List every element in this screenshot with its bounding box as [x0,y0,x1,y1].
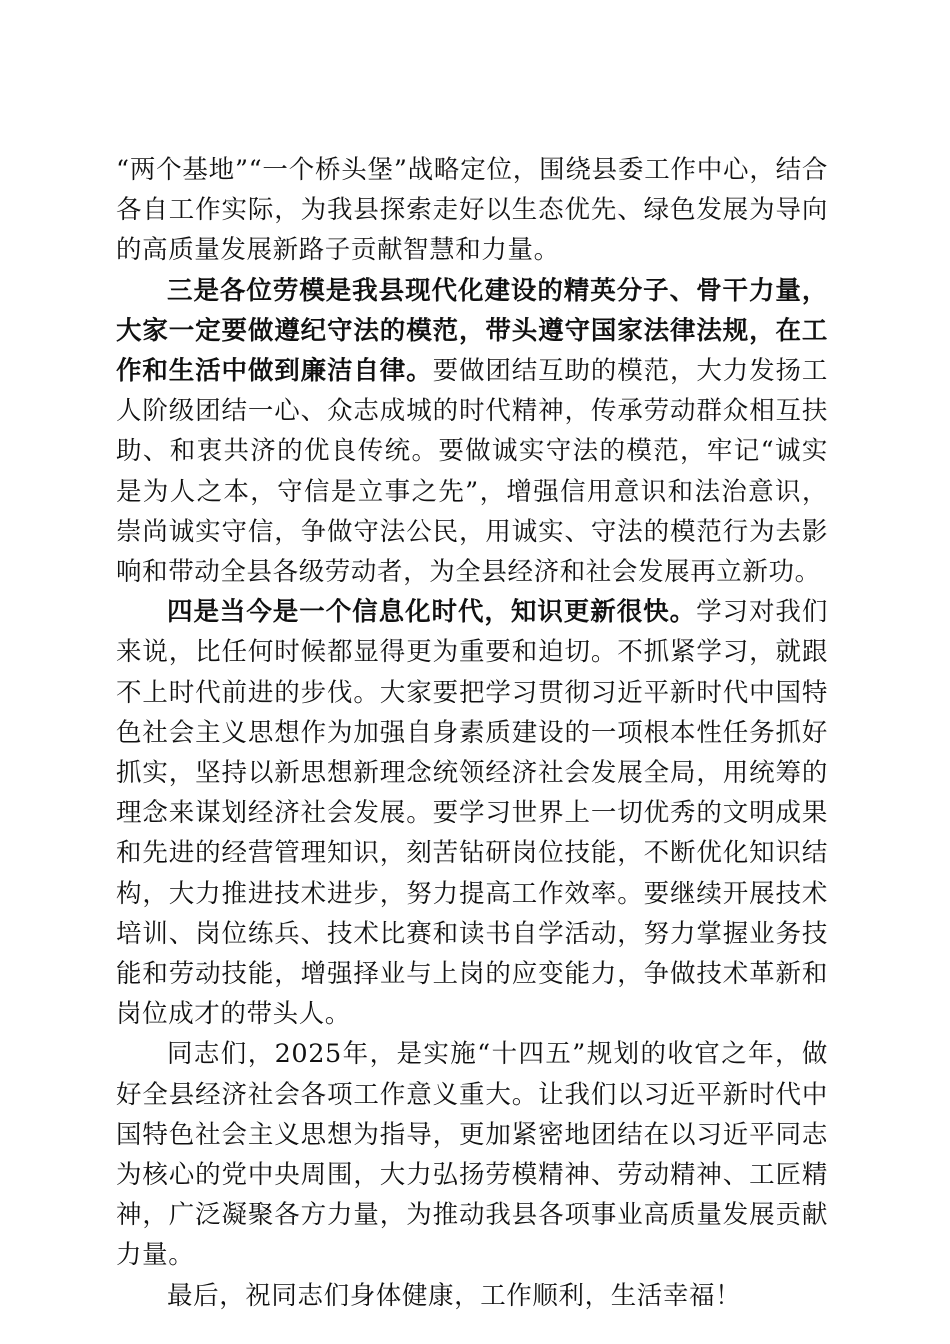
paragraph-closing [116,1276,828,1316]
paragraph-2-bold-lead: 三是各位劳模是我县现代化建设的精英分子、骨干力量，大家一定要做遵纪守法的模范，带头遵守国家法律法规，在工作和生活中做到廉洁自律。 [116,275,828,387]
paragraph-point-four [116,592,828,1034]
paragraph-5-text: 最后，祝同志们身体健康，工作顺利，生活幸福！ [167,1280,742,1311]
paragraph-continuation [116,150,828,271]
paragraph-comrades [116,1034,828,1275]
paragraph-4-text: 同志们，2025年，是实施“十四五”规划的收官之年，做好全县经济社会各项工作意义重大。让我们以习近平新时代中国特色社会主义思想为指导，更加紧密地团结在以习近平同志为核心的党中央周围，大力弘扬劳模精神、劳动精神、工匠精神，广泛凝聚各方力量，为推动我县各项事业高质量发展贡献力量。 [116,1039,828,1271]
document-body [116,150,828,1316]
paragraph-point-three [116,271,828,593]
paragraph-1-text: “两个基地”“一个桥头堡”战略定位，围绕县委工作中心，结合各自工作实际，为我县探索走好以生态优先、绿色发展为导向的高质量发展新路子贡献智慧和力量。 [116,155,828,266]
paragraph-2-text: 要做团结互助的模范，大力发扬工人阶级团结一心、众志成城的时代精神，传承劳动群众相互扶助、和衷共济的优良传统。要做诚实守法的模范，牢记“诚实是为人之本，守信是立事之先”，增强信用意识和法治意识，崇尚诚实守信，争做守法公民，用诚实、守法的模范行为去影响和带动全县各级劳动者，为全县经济和社会发展再立新功。 [116,356,828,588]
paragraph-3-bold-lead: 四是当今是一个信息化时代，知识更新很快。 [167,597,697,628]
paragraph-3-text: 学习对我们来说，比任何时候都显得更为重要和迫切。不抓紧学习，就跟不上时代前进的步伐。大家要把学习贯彻习近平新时代中国特色社会主义思想作为加强自身素质建设的一项根本性任务抓好抓实，坚持以新思想新理念统领经济社会发展全局，用统筹的理念来谋划经济社会发展。要学习世界上一切优秀的文明成果和先进的经营管理知识，刻苦钻研岗位技能，不断优化知识结构，大力推进技术进步，努力提高工作效率。要继续开展技术培训、岗位练兵、技术比赛和读书自学活动，努力掌握业务技能和劳动技能，增强择业与上岗的应变能力，争做技术革新和岗位成才的带头人。 [116,597,828,1030]
